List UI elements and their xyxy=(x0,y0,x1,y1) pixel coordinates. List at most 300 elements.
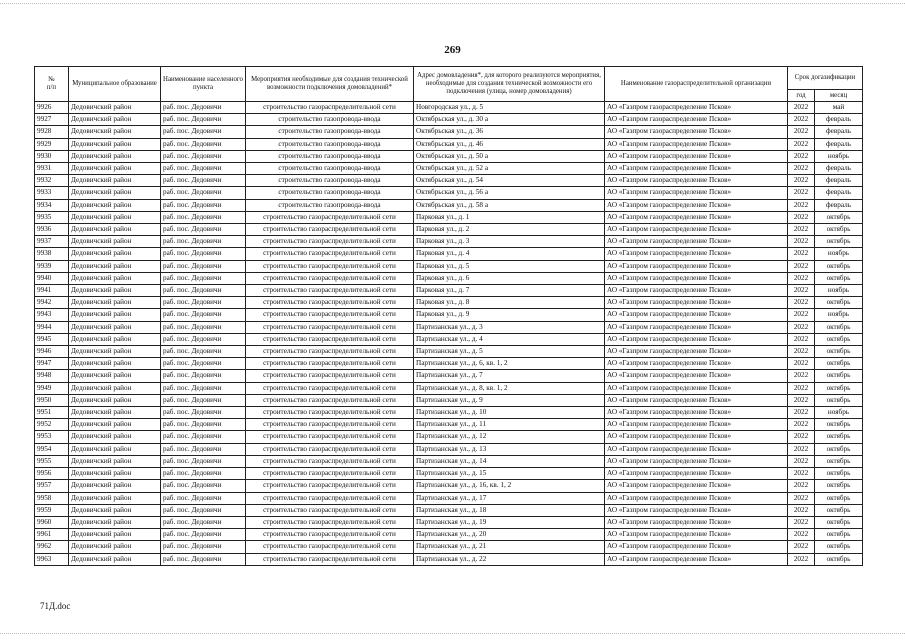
cell-action: строительство газораспределительной сети xyxy=(246,480,414,492)
cell-action: строительство газораспределительной сети xyxy=(246,272,414,284)
cell-year: 2022 xyxy=(788,419,815,431)
cell-organization: АО «Газпром газораспределение Псков» xyxy=(605,150,788,162)
cell-action: строительство газораспределительной сети xyxy=(246,236,414,248)
cell-year: 2022 xyxy=(788,163,815,175)
table-row xyxy=(35,114,863,126)
table-row xyxy=(35,248,863,260)
cell-settlement: раб. пос. Дедовичи xyxy=(161,358,246,370)
cell-num: 9954 xyxy=(35,443,69,455)
cell-settlement: раб. пос. Дедовичи xyxy=(161,138,246,150)
header-year: год xyxy=(788,90,815,102)
cell-organization: АО «Газпром газораспределение Псков» xyxy=(605,492,788,504)
cell-municipality: Дедовичский район xyxy=(69,272,161,284)
cell-municipality: Дедовичский район xyxy=(69,407,161,419)
cell-month: октябрь xyxy=(815,480,863,492)
table-row xyxy=(35,260,863,272)
cell-year: 2022 xyxy=(788,382,815,394)
cell-municipality: Дедовичский район xyxy=(69,346,161,358)
cell-month: октябрь xyxy=(815,224,863,236)
cell-address: Партизанская ул., д. 13 xyxy=(414,443,605,455)
cell-municipality: Дедовичский район xyxy=(69,199,161,211)
cell-num: 9961 xyxy=(35,529,69,541)
cell-month: ноябрь xyxy=(815,407,863,419)
cell-month: октябрь xyxy=(815,541,863,553)
cell-month: май xyxy=(815,102,863,114)
cell-settlement: раб. пос. Дедовичи xyxy=(161,504,246,516)
cell-year: 2022 xyxy=(788,309,815,321)
cell-organization: АО «Газпром газораспределение Псков» xyxy=(605,504,788,516)
cell-municipality: Дедовичский район xyxy=(69,541,161,553)
cell-organization: АО «Газпром газораспределение Псков» xyxy=(605,163,788,175)
cell-num: 9952 xyxy=(35,419,69,431)
cell-num: 9940 xyxy=(35,272,69,284)
cell-organization: АО «Газпром газораспределение Псков» xyxy=(605,297,788,309)
header-settlement: Наименование населенного пункта xyxy=(161,67,246,102)
cell-address: Партизанская ул., д. 10 xyxy=(414,407,605,419)
cell-year: 2022 xyxy=(788,297,815,309)
cell-num: 9930 xyxy=(35,150,69,162)
cell-municipality: Дедовичский район xyxy=(69,187,161,199)
cell-organization: АО «Газпром газораспределение Псков» xyxy=(605,260,788,272)
cell-month: февраль xyxy=(815,138,863,150)
table-row xyxy=(35,504,863,516)
table-row xyxy=(35,553,863,565)
cell-num: 9938 xyxy=(35,248,69,260)
cell-year: 2022 xyxy=(788,272,815,284)
cell-year: 2022 xyxy=(788,370,815,382)
cell-num: 9960 xyxy=(35,516,69,528)
cell-settlement: раб. пос. Дедовичи xyxy=(161,248,246,260)
table-row xyxy=(35,236,863,248)
table-row xyxy=(35,309,863,321)
table-row xyxy=(35,358,863,370)
table-body xyxy=(35,102,863,566)
cell-action: строительство газопровода-ввода xyxy=(246,126,414,138)
cell-action: строительство газораспределительной сети xyxy=(246,333,414,345)
cell-num: 9957 xyxy=(35,480,69,492)
cell-month: октябрь xyxy=(815,358,863,370)
cell-month: ноябрь xyxy=(815,150,863,162)
cell-municipality: Дедовичский район xyxy=(69,468,161,480)
cell-action: строительство газораспределительной сети xyxy=(246,309,414,321)
cell-num: 9929 xyxy=(35,138,69,150)
cell-num: 9948 xyxy=(35,370,69,382)
cell-municipality: Дедовичский район xyxy=(69,419,161,431)
scan-edge-bottom xyxy=(0,633,905,635)
cell-num: 9953 xyxy=(35,431,69,443)
cell-municipality: Дедовичский район xyxy=(69,431,161,443)
cell-municipality: Дедовичский район xyxy=(69,443,161,455)
cell-action: строительство газораспределительной сети xyxy=(246,504,414,516)
cell-action: строительство газораспределительной сети xyxy=(246,407,414,419)
table-row xyxy=(35,126,863,138)
cell-month: февраль xyxy=(815,126,863,138)
cell-address: Партизанская ул., д. 3 xyxy=(414,321,605,333)
cell-action: строительство газораспределительной сети xyxy=(246,370,414,382)
cell-organization: АО «Газпром газораспределение Псков» xyxy=(605,480,788,492)
page-number: 269 xyxy=(444,44,461,56)
cell-year: 2022 xyxy=(788,431,815,443)
cell-num: 9933 xyxy=(35,187,69,199)
table-row xyxy=(35,394,863,406)
cell-organization: АО «Газпром газораспределение Псков» xyxy=(605,455,788,467)
cell-address: Парковая ул., д. 7 xyxy=(414,285,605,297)
cell-organization: АО «Газпром газораспределение Псков» xyxy=(605,431,788,443)
cell-num: 9937 xyxy=(35,236,69,248)
cell-month: октябрь xyxy=(815,553,863,565)
cell-month: октябрь xyxy=(815,333,863,345)
cell-year: 2022 xyxy=(788,236,815,248)
cell-municipality: Дедовичский район xyxy=(69,150,161,162)
cell-address: Парковая ул., д. 4 xyxy=(414,248,605,260)
table-row xyxy=(35,431,863,443)
cell-settlement: раб. пос. Дедовичи xyxy=(161,236,246,248)
cell-year: 2022 xyxy=(788,346,815,358)
cell-address: Парковая ул., д. 5 xyxy=(414,260,605,272)
cell-year: 2022 xyxy=(788,553,815,565)
cell-organization: АО «Газпром газораспределение Псков» xyxy=(605,358,788,370)
cell-num: 9942 xyxy=(35,297,69,309)
cell-num: 9927 xyxy=(35,114,69,126)
cell-settlement: раб. пос. Дедовичи xyxy=(161,187,246,199)
cell-organization: АО «Газпром газораспределение Псков» xyxy=(605,175,788,187)
cell-num: 9951 xyxy=(35,407,69,419)
cell-action: строительство газораспределительной сети xyxy=(246,516,414,528)
cell-settlement: раб. пос. Дедовичи xyxy=(161,492,246,504)
cell-year: 2022 xyxy=(788,211,815,223)
cell-address: Партизанская ул., д. 6, кв. 1, 2 xyxy=(414,358,605,370)
cell-address: Парковая ул., д. 6 xyxy=(414,272,605,284)
cell-action: строительство газораспределительной сети xyxy=(246,260,414,272)
cell-month: октябрь xyxy=(815,492,863,504)
cell-organization: АО «Газпром газораспределение Псков» xyxy=(605,468,788,480)
cell-month: октябрь xyxy=(815,394,863,406)
table-row xyxy=(35,455,863,467)
cell-year: 2022 xyxy=(788,102,815,114)
cell-settlement: раб. пос. Дедовичи xyxy=(161,114,246,126)
cell-address: Партизанская ул., д. 17 xyxy=(414,492,605,504)
cell-organization: АО «Газпром газораспределение Псков» xyxy=(605,333,788,345)
cell-organization: АО «Газпром газораспределение Псков» xyxy=(605,187,788,199)
cell-address: Октябрьская ул., д. 54 xyxy=(414,175,605,187)
cell-municipality: Дедовичский район xyxy=(69,529,161,541)
cell-year: 2022 xyxy=(788,248,815,260)
cell-action: строительство газораспределительной сети xyxy=(246,102,414,114)
cell-month: октябрь xyxy=(815,236,863,248)
cell-organization: АО «Газпром газораспределение Псков» xyxy=(605,321,788,333)
cell-month: октябрь xyxy=(815,468,863,480)
cell-municipality: Дедовичский район xyxy=(69,236,161,248)
scan-edge-top xyxy=(0,3,905,5)
cell-municipality: Дедовичский район xyxy=(69,382,161,394)
cell-municipality: Дедовичский район xyxy=(69,224,161,236)
cell-action: строительство газораспределительной сети xyxy=(246,394,414,406)
cell-action: строительство газораспределительной сети xyxy=(246,455,414,467)
cell-action: строительство газораспределительной сети xyxy=(246,529,414,541)
table-row xyxy=(35,187,863,199)
cell-month: октябрь xyxy=(815,529,863,541)
cell-settlement: раб. пос. Дедовичи xyxy=(161,199,246,211)
cell-municipality: Дедовичский район xyxy=(69,285,161,297)
cell-municipality: Дедовичский район xyxy=(69,126,161,138)
table-row xyxy=(35,443,863,455)
cell-organization: АО «Газпром газораспределение Псков» xyxy=(605,516,788,528)
table-row xyxy=(35,211,863,223)
cell-settlement: раб. пос. Дедовичи xyxy=(161,443,246,455)
table-row xyxy=(35,516,863,528)
cell-settlement: раб. пос. Дедовичи xyxy=(161,260,246,272)
cell-settlement: раб. пос. Дедовичи xyxy=(161,163,246,175)
cell-action: строительство газопровода-ввода xyxy=(246,175,414,187)
table-row xyxy=(35,150,863,162)
cell-month: февраль xyxy=(815,199,863,211)
cell-year: 2022 xyxy=(788,321,815,333)
cell-settlement: раб. пос. Дедовичи xyxy=(161,175,246,187)
cell-action: строительство газораспределительной сети xyxy=(246,443,414,455)
cell-year: 2022 xyxy=(788,126,815,138)
table-header xyxy=(35,67,863,102)
cell-address: Партизанская ул., д. 8, кв. 1, 2 xyxy=(414,382,605,394)
cell-year: 2022 xyxy=(788,285,815,297)
cell-organization: АО «Газпром газораспределение Псков» xyxy=(605,126,788,138)
cell-month: февраль xyxy=(815,187,863,199)
cell-municipality: Дедовичский район xyxy=(69,480,161,492)
cell-settlement: раб. пос. Дедовичи xyxy=(161,333,246,345)
cell-num: 9931 xyxy=(35,163,69,175)
cell-municipality: Дедовичский район xyxy=(69,516,161,528)
cell-municipality: Дедовичский район xyxy=(69,492,161,504)
cell-year: 2022 xyxy=(788,492,815,504)
cell-num: 9943 xyxy=(35,309,69,321)
cell-month: октябрь xyxy=(815,504,863,516)
cell-action: строительство газораспределительной сети xyxy=(246,321,414,333)
cell-settlement: раб. пос. Дедовичи xyxy=(161,272,246,284)
cell-address: Партизанская ул., д. 5 xyxy=(414,346,605,358)
cell-num: 9956 xyxy=(35,468,69,480)
cell-settlement: раб. пос. Дедовичи xyxy=(161,309,246,321)
cell-action: строительство газораспределительной сети xyxy=(246,224,414,236)
cell-year: 2022 xyxy=(788,443,815,455)
cell-action: строительство газопровода-ввода xyxy=(246,199,414,211)
cell-settlement: раб. пос. Дедовичи xyxy=(161,468,246,480)
cell-address: Партизанская ул., д. 11 xyxy=(414,419,605,431)
cell-action: строительство газопровода-ввода xyxy=(246,138,414,150)
cell-num: 9941 xyxy=(35,285,69,297)
cell-num: 9944 xyxy=(35,321,69,333)
cell-year: 2022 xyxy=(788,224,815,236)
cell-year: 2022 xyxy=(788,114,815,126)
cell-address: Октябрьская ул., д. 58 а xyxy=(414,199,605,211)
cell-month: октябрь xyxy=(815,431,863,443)
cell-address: Партизанская ул., д. 12 xyxy=(414,431,605,443)
cell-year: 2022 xyxy=(788,150,815,162)
table-row xyxy=(35,138,863,150)
cell-address: Октябрьская ул., д. 46 xyxy=(414,138,605,150)
cell-municipality: Дедовичский район xyxy=(69,394,161,406)
cell-year: 2022 xyxy=(788,199,815,211)
cell-address: Партизанская ул., д. 7 xyxy=(414,370,605,382)
cell-organization: АО «Газпром газораспределение Псков» xyxy=(605,211,788,223)
cell-address: Октябрьская ул., д. 36 xyxy=(414,126,605,138)
cell-municipality: Дедовичский район xyxy=(69,297,161,309)
cell-year: 2022 xyxy=(788,358,815,370)
cell-organization: АО «Газпром газораспределение Псков» xyxy=(605,138,788,150)
cell-settlement: раб. пос. Дедовичи xyxy=(161,529,246,541)
cell-month: февраль xyxy=(815,114,863,126)
cell-settlement: раб. пос. Дедовичи xyxy=(161,126,246,138)
cell-year: 2022 xyxy=(788,468,815,480)
cell-organization: АО «Газпром газораспределение Псков» xyxy=(605,285,788,297)
cell-municipality: Дедовичский район xyxy=(69,553,161,565)
cell-num: 9962 xyxy=(35,541,69,553)
cell-month: октябрь xyxy=(815,382,863,394)
cell-num: 9947 xyxy=(35,358,69,370)
cell-municipality: Дедовичский район xyxy=(69,358,161,370)
header-action: Мероприятия необходимые для создания технической возможности подключения домовладений* xyxy=(246,67,414,102)
cell-month: февраль xyxy=(815,163,863,175)
cell-organization: АО «Газпром газораспределение Псков» xyxy=(605,529,788,541)
cell-organization: АО «Газпром газораспределение Псков» xyxy=(605,553,788,565)
cell-action: строительство газораспределительной сети xyxy=(246,358,414,370)
cell-organization: АО «Газпром газораспределение Псков» xyxy=(605,102,788,114)
cell-year: 2022 xyxy=(788,516,815,528)
cell-address: Партизанская ул., д. 4 xyxy=(414,333,605,345)
header-address: Адрес домовладения*, для которого реализуются мероприятия, необходимые для создания технической возможности его подключения (улица, номер домовладения) xyxy=(414,67,605,102)
cell-year: 2022 xyxy=(788,541,815,553)
cell-num: 9926 xyxy=(35,102,69,114)
cell-address: Партизанская ул., д. 21 xyxy=(414,541,605,553)
cell-month: октябрь xyxy=(815,419,863,431)
cell-month: октябрь xyxy=(815,516,863,528)
cell-num: 9963 xyxy=(35,553,69,565)
cell-action: строительство газораспределительной сети xyxy=(246,492,414,504)
cell-month: октябрь xyxy=(815,260,863,272)
table-row xyxy=(35,163,863,175)
cell-settlement: раб. пос. Дедовичи xyxy=(161,394,246,406)
cell-address: Парковая ул., д. 2 xyxy=(414,224,605,236)
table-row xyxy=(35,102,863,114)
cell-action: строительство газораспределительной сети xyxy=(246,248,414,260)
cell-organization: АО «Газпром газораспределение Псков» xyxy=(605,394,788,406)
table-row xyxy=(35,346,863,358)
cell-organization: АО «Газпром газораспределение Псков» xyxy=(605,443,788,455)
cell-num: 9935 xyxy=(35,211,69,223)
cell-num: 9932 xyxy=(35,175,69,187)
table-row xyxy=(35,321,863,333)
table-row xyxy=(35,333,863,345)
cell-settlement: раб. пос. Дедовичи xyxy=(161,431,246,443)
cell-settlement: раб. пос. Дедовичи xyxy=(161,321,246,333)
cell-num: 9949 xyxy=(35,382,69,394)
cell-organization: АО «Газпром газораспределение Псков» xyxy=(605,382,788,394)
cell-organization: АО «Газпром газораспределение Псков» xyxy=(605,248,788,260)
cell-address: Партизанская ул., д. 20 xyxy=(414,529,605,541)
header-term: Срок догазификации xyxy=(788,67,863,90)
cell-settlement: раб. пос. Дедовичи xyxy=(161,407,246,419)
cell-municipality: Дедовичский район xyxy=(69,163,161,175)
cell-organization: АО «Газпром газораспределение Псков» xyxy=(605,407,788,419)
cell-address: Октябрьская ул., д. 50 а xyxy=(414,150,605,162)
table-row xyxy=(35,407,863,419)
cell-year: 2022 xyxy=(788,260,815,272)
cell-month: октябрь xyxy=(815,272,863,284)
cell-organization: АО «Газпром газораспределение Псков» xyxy=(605,346,788,358)
cell-address: Парковая ул., д. 8 xyxy=(414,297,605,309)
cell-address: Парковая ул., д. 9 xyxy=(414,309,605,321)
cell-address: Партизанская ул., д. 15 xyxy=(414,468,605,480)
cell-year: 2022 xyxy=(788,394,815,406)
cell-year: 2022 xyxy=(788,455,815,467)
cell-address: Партизанская ул., д. 9 xyxy=(414,394,605,406)
cell-settlement: раб. пос. Дедовичи xyxy=(161,102,246,114)
cell-address: Октябрьская ул., д. 56 а xyxy=(414,187,605,199)
cell-organization: АО «Газпром газораспределение Псков» xyxy=(605,199,788,211)
cell-address: Парковая ул., д. 3 xyxy=(414,236,605,248)
cell-month: октябрь xyxy=(815,346,863,358)
cell-settlement: раб. пос. Дедовичи xyxy=(161,346,246,358)
table-row xyxy=(35,175,863,187)
cell-settlement: раб. пос. Дедовичи xyxy=(161,455,246,467)
cell-month: октябрь xyxy=(815,443,863,455)
cell-action: строительство газораспределительной сети xyxy=(246,297,414,309)
cell-year: 2022 xyxy=(788,504,815,516)
cell-municipality: Дедовичский район xyxy=(69,138,161,150)
cell-year: 2022 xyxy=(788,407,815,419)
cell-year: 2022 xyxy=(788,175,815,187)
cell-action: строительство газопровода-ввода xyxy=(246,187,414,199)
cell-municipality: Дедовичский район xyxy=(69,333,161,345)
cell-organization: АО «Газпром газораспределение Псков» xyxy=(605,272,788,284)
table-row xyxy=(35,285,863,297)
cell-municipality: Дедовичский район xyxy=(69,309,161,321)
cell-municipality: Дедовичский район xyxy=(69,211,161,223)
cell-year: 2022 xyxy=(788,529,815,541)
cell-action: строительство газораспределительной сети xyxy=(246,541,414,553)
cell-address: Партизанская ул., д. 19 xyxy=(414,516,605,528)
cell-action: строительство газораспределительной сети xyxy=(246,431,414,443)
cell-municipality: Дедовичский район xyxy=(69,114,161,126)
cell-organization: АО «Газпром газораспределение Псков» xyxy=(605,541,788,553)
cell-municipality: Дедовичский район xyxy=(69,370,161,382)
cell-year: 2022 xyxy=(788,333,815,345)
cell-municipality: Дедовичский район xyxy=(69,248,161,260)
cell-month: октябрь xyxy=(815,321,863,333)
gasification-table xyxy=(34,66,863,566)
cell-month: октябрь xyxy=(815,455,863,467)
table-row xyxy=(35,529,863,541)
cell-address: Партизанская ул., д. 22 xyxy=(414,553,605,565)
cell-num: 9958 xyxy=(35,492,69,504)
cell-municipality: Дедовичский район xyxy=(69,455,161,467)
cell-settlement: раб. пос. Дедовичи xyxy=(161,285,246,297)
cell-municipality: Дедовичский район xyxy=(69,175,161,187)
table-row xyxy=(35,480,863,492)
cell-organization: АО «Газпром газораспределение Псков» xyxy=(605,224,788,236)
cell-month: февраль xyxy=(815,175,863,187)
cell-action: строительство газораспределительной сети xyxy=(246,468,414,480)
cell-action: строительство газопровода-ввода xyxy=(246,150,414,162)
table-row xyxy=(35,468,863,480)
table-row xyxy=(35,199,863,211)
cell-address: Новгородская ул., д. 5 xyxy=(414,102,605,114)
table-row xyxy=(35,370,863,382)
cell-action: строительство газораспределительной сети xyxy=(246,346,414,358)
cell-action: строительство газораспределительной сети xyxy=(246,285,414,297)
table-row xyxy=(35,297,863,309)
cell-settlement: раб. пос. Дедовичи xyxy=(161,150,246,162)
cell-num: 9945 xyxy=(35,333,69,345)
cell-settlement: раб. пос. Дедовичи xyxy=(161,370,246,382)
